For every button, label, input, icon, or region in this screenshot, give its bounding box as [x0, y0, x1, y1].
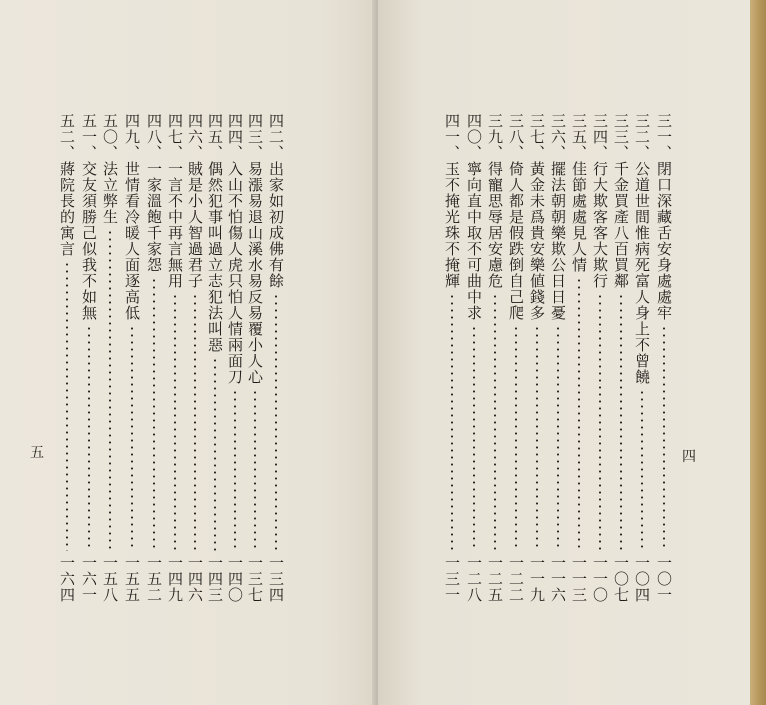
entry-page: 一四三 — [206, 555, 224, 603]
toc-entry — [590, 113, 610, 603]
entry-page: 一一〇 — [591, 555, 609, 603]
entry-number: 三八、 — [507, 113, 525, 161]
entry-page: 一五八 — [101, 555, 119, 603]
leader-dots — [473, 325, 475, 551]
leader-dots — [536, 325, 538, 551]
entry-number: 三五、 — [570, 113, 588, 161]
entry-title: 行大欺客客大欺行 — [591, 161, 609, 289]
entry-title: 寧向直中取不可曲中求 — [465, 161, 483, 321]
entry-title: 倚人都是假跌倒自己爬 — [507, 161, 525, 321]
leader-dots — [109, 229, 111, 551]
toc-entry — [548, 113, 568, 603]
entry-page: 一四六 — [186, 555, 204, 603]
entry-title: 偶然犯事叫過立志犯法叫惡 — [206, 161, 224, 353]
entry-page: 一三四 — [267, 555, 285, 603]
leader-dots — [515, 325, 517, 551]
entry-title: 一家溫飽千家怨 — [145, 161, 163, 273]
entry-page: 一五二 — [145, 555, 163, 603]
entry-number: 五〇、 — [101, 113, 119, 161]
toc-entry — [632, 113, 652, 603]
leader-dots — [214, 357, 216, 551]
entry-title: 入山不怕傷人虎只怕人情兩面刀 — [226, 161, 244, 385]
leader-dots — [254, 389, 256, 551]
entry-page: 一一三 — [570, 555, 588, 603]
left-page — [0, 0, 378, 705]
entry-title: 千金買產八百買鄰 — [612, 161, 630, 289]
entry-title: 得寵思辱居安慮危 — [486, 161, 504, 289]
toc-entry — [144, 113, 164, 603]
entry-number: 四〇、 — [465, 113, 483, 161]
leader-dots — [88, 325, 90, 551]
entry-page: 一二五 — [486, 555, 504, 603]
entry-number: 三三、 — [612, 113, 630, 161]
entry-title: 公道世間惟病死富人身上不曾饒 — [633, 161, 651, 385]
entry-page: 一四〇 — [226, 555, 244, 603]
toc-entry — [654, 113, 674, 603]
entry-number: 四二、 — [267, 113, 285, 161]
toc-entry — [527, 113, 547, 603]
entry-title: 賊是小人智過君子 — [186, 161, 204, 289]
entry-number: 三一、 — [655, 113, 673, 161]
toc-entry — [611, 113, 631, 603]
entry-title: 玉不掩光珠不掩輝 — [443, 161, 461, 289]
entry-number: 五二、 — [58, 113, 76, 161]
entry-page: 一二二 — [507, 555, 525, 603]
leader-dots — [194, 293, 196, 551]
entry-title: 法立弊生 — [101, 161, 119, 225]
entry-page: 一二八 — [465, 555, 483, 603]
leader-dots — [451, 293, 453, 551]
toc-entry — [245, 113, 265, 603]
leader-dots — [494, 293, 496, 551]
entry-title: 佳節處處見人情 — [570, 161, 588, 273]
entry-page: 一〇一 — [655, 555, 673, 603]
entry-number: 四四、 — [226, 113, 244, 161]
toc-entry — [165, 113, 185, 603]
entry-title: 世情看冷暖人面逐高低 — [123, 161, 141, 321]
entry-number: 三七、 — [528, 113, 546, 161]
entry-page: 一一九 — [528, 555, 546, 603]
toc-entry — [57, 113, 77, 603]
entry-page: 一〇四 — [633, 555, 651, 603]
entry-title: 一言不中再言無用 — [166, 161, 184, 289]
leader-dots — [557, 325, 559, 551]
leader-dots — [131, 325, 133, 551]
toc-entry — [79, 113, 99, 603]
entry-page: 一三七 — [246, 555, 264, 603]
entry-number: 五一、 — [80, 113, 98, 161]
toc-entry — [266, 113, 286, 603]
entry-number: 四五、 — [206, 113, 224, 161]
entry-number: 四一、 — [443, 113, 461, 161]
entry-number: 三二、 — [633, 113, 651, 161]
toc-entry — [569, 113, 589, 603]
toc-entry — [185, 113, 205, 603]
entry-number: 三六、 — [549, 113, 567, 161]
entry-number: 四三、 — [246, 113, 264, 161]
entry-number: 四六、 — [186, 113, 204, 161]
entry-number: 三四、 — [591, 113, 609, 161]
entry-number: 四九、 — [123, 113, 141, 161]
leader-dots — [599, 293, 601, 551]
entry-title: 蔣院長的寓言 — [58, 161, 76, 257]
leader-dots — [663, 325, 665, 551]
leader-dots — [66, 261, 68, 551]
toc-entry — [485, 113, 505, 603]
entry-number: 三九、 — [486, 113, 504, 161]
entry-title: 擺法朝朝樂欺公日日憂 — [549, 161, 567, 321]
leader-dots — [620, 293, 622, 551]
entry-number: 四八、 — [145, 113, 163, 161]
right-page — [378, 0, 750, 705]
leader-dots — [275, 293, 277, 551]
entry-page: 一一六 — [549, 555, 567, 603]
toc-entry — [205, 113, 225, 603]
toc-entry — [225, 113, 245, 603]
leader-dots — [578, 277, 580, 551]
entry-title: 交友須勝己似我不如無 — [80, 161, 98, 321]
toc-entry — [100, 113, 120, 603]
toc-entry — [464, 113, 484, 603]
book-cover-edge — [750, 0, 766, 705]
entry-title: 黃金未爲貴安樂値錢多 — [528, 161, 546, 321]
entry-page: 一〇七 — [612, 555, 630, 603]
entry-page: 一五五 — [123, 555, 141, 603]
toc-entry — [122, 113, 142, 603]
entry-page: 一六一 — [80, 555, 98, 603]
entry-title: 易漲易退山溪水易反易覆小人心 — [246, 161, 264, 385]
leader-dots — [174, 293, 176, 551]
page-folio: 四 — [682, 449, 696, 465]
entry-title: 出家如初成佛有餘 — [267, 161, 285, 289]
page-folio: 五 — [30, 445, 44, 461]
leader-dots — [234, 389, 236, 551]
entry-number: 四七、 — [166, 113, 184, 161]
entry-page: 一四九 — [166, 555, 184, 603]
leader-dots — [153, 277, 155, 551]
leader-dots — [641, 389, 643, 551]
toc-entry — [442, 113, 462, 603]
entry-title: 閉口深藏舌安身處處牢 — [655, 161, 673, 321]
entry-page: 一六四 — [58, 555, 76, 603]
entry-page: 一三一 — [443, 555, 461, 603]
toc-entry — [506, 113, 526, 603]
